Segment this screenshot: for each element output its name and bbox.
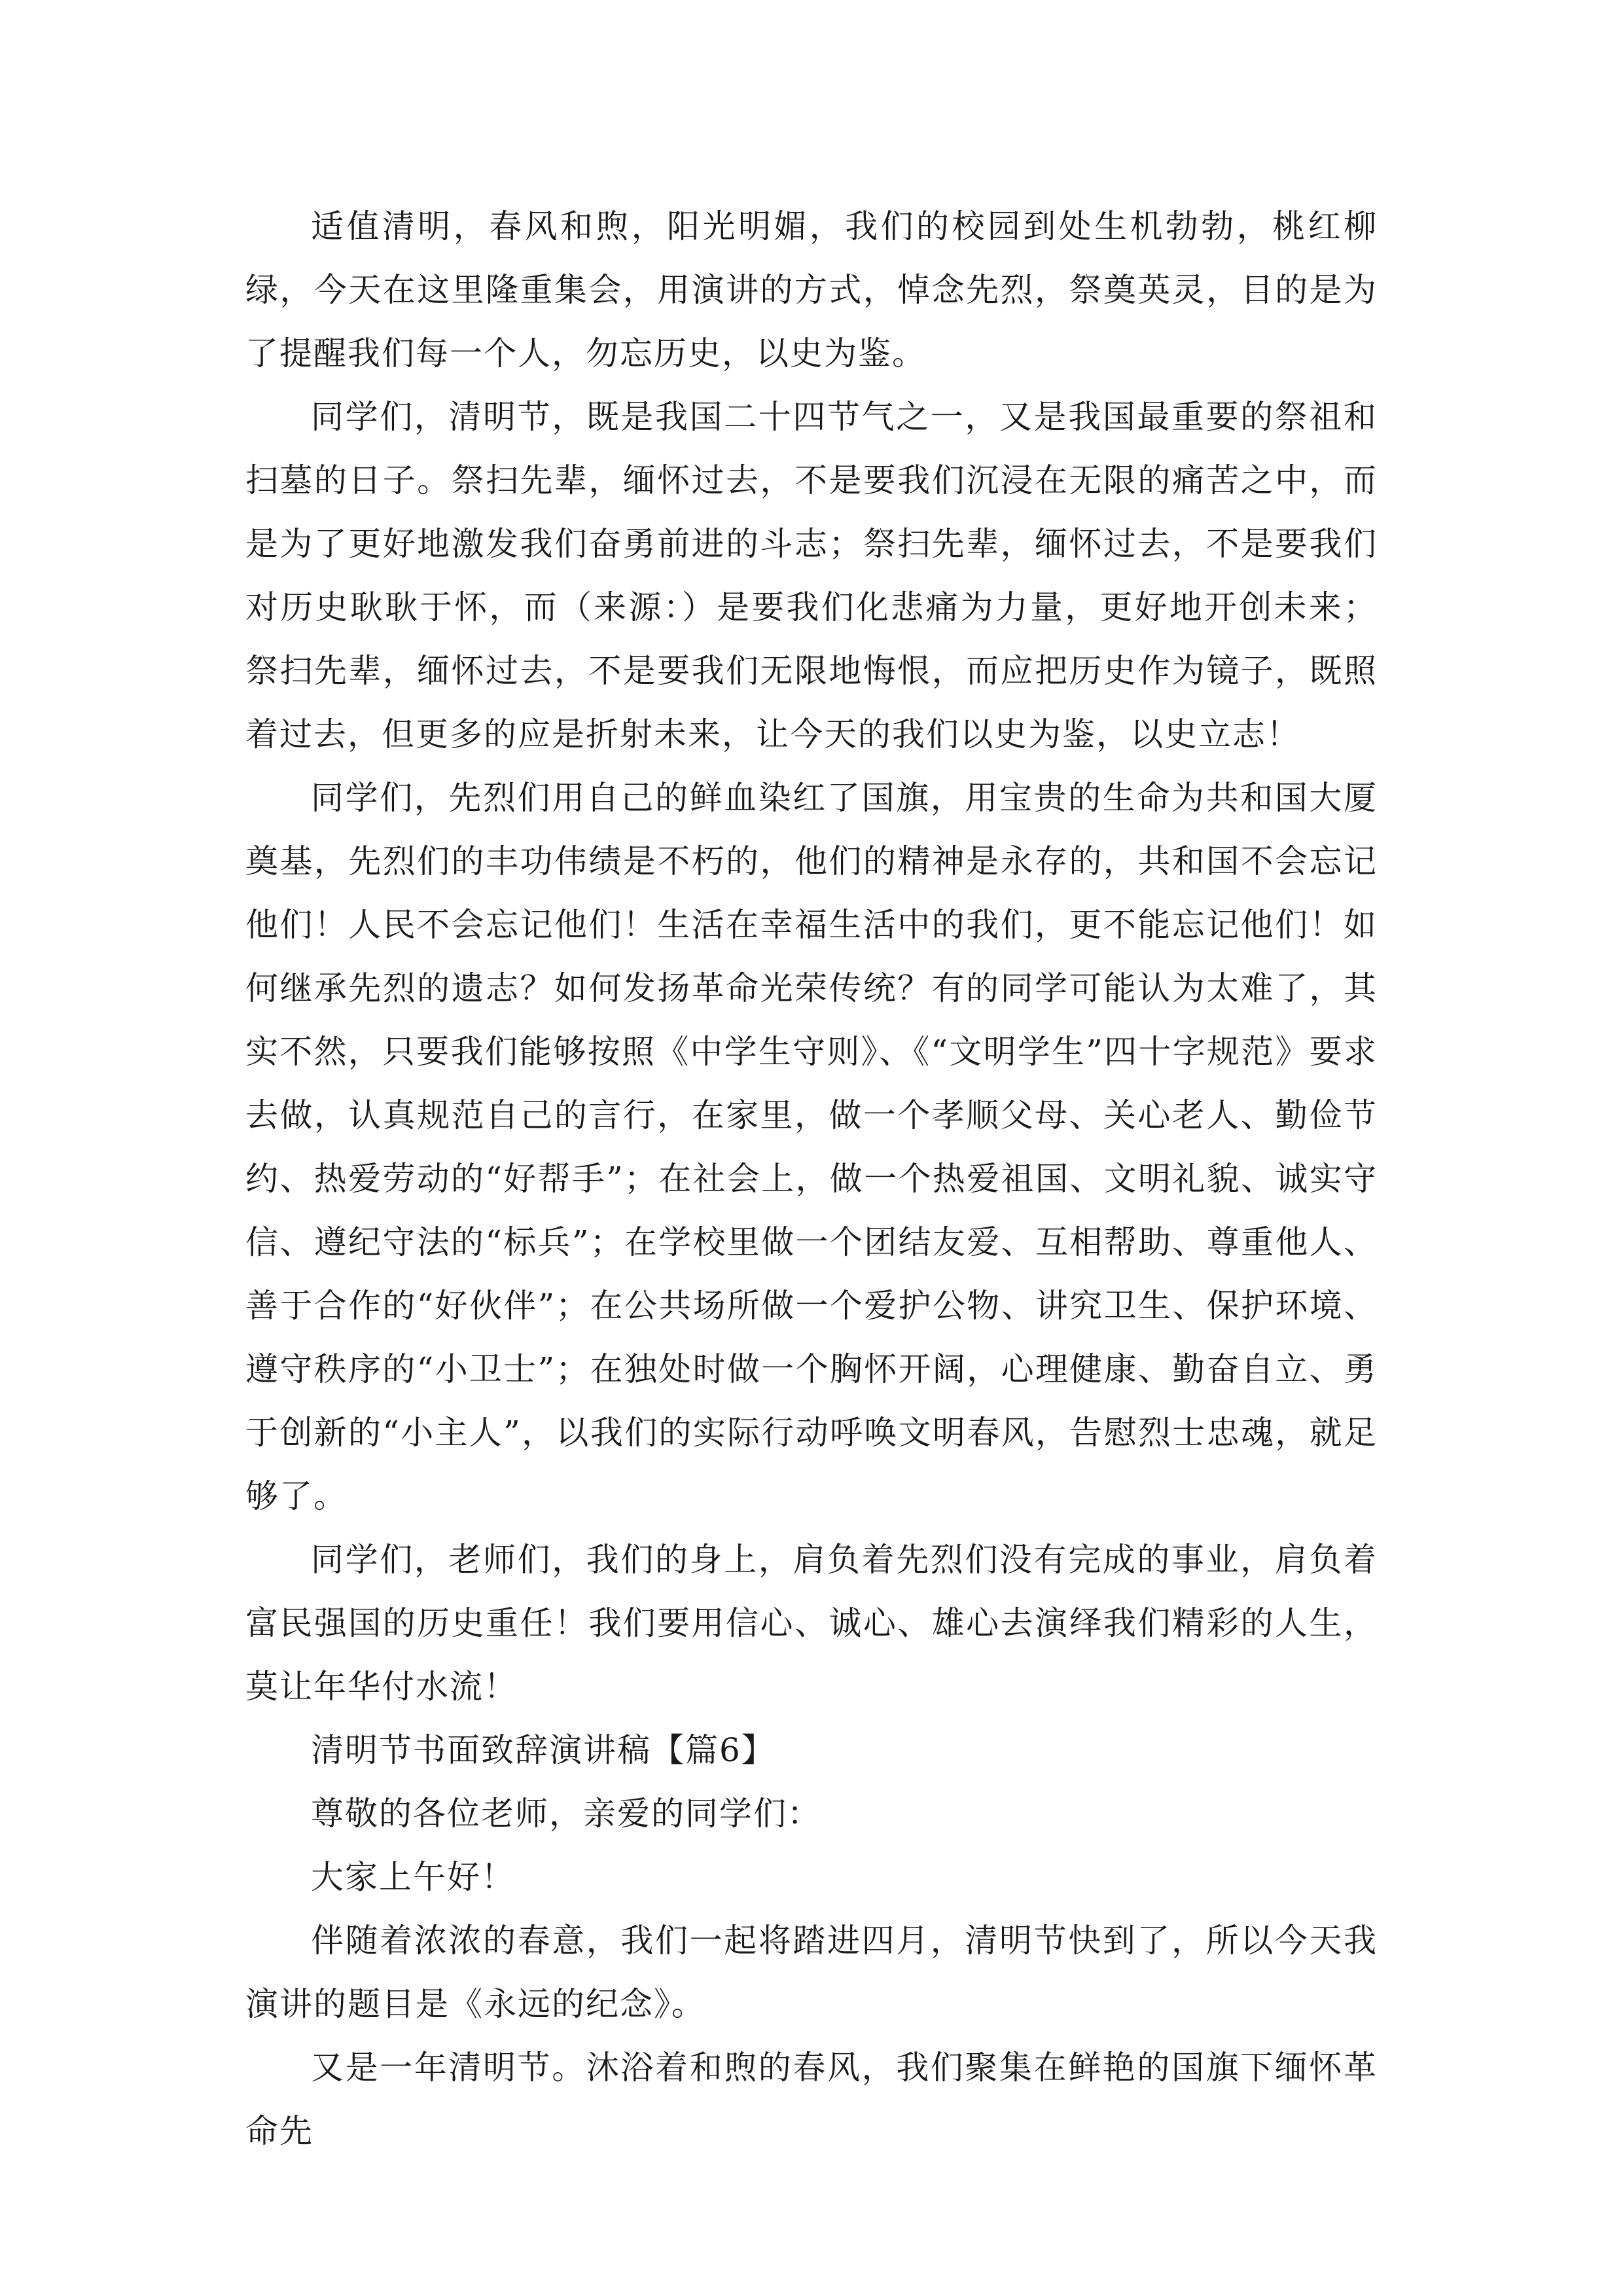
salutation: 尊敬的各位老师，亲爱的同学们： (311, 1795, 821, 1833)
section-heading: 清明节书面致辞演讲稿【篇6】 (311, 1731, 776, 1769)
document-body (245, 195, 1378, 2163)
paragraph-6: 又是一年清明节。沐浴着和煦的春风，我们聚集在鲜艳的国旗下缅怀革命先 (245, 2049, 1378, 2150)
paragraph-2: 同学们，清明节，既是我国二十四节气之一，又是我国最重要的祭祖和扫墓的日子。祭扫先辈，缅怀过去，不是要我们沉浸在无限的痛苦之中，而是为了更好地激发我们奋勇前进的斗志；祭扫先辈，缅怀过去，不是要我们对历史耿耿于怀，而（来源：）是要我们化悲痛为力量，更好地开创未来；祭扫先辈，缅怀过去，不是要我们无限地悔恨，而应把历史作为镜子，既照着过去，但更多的应是折射未来，让今天的我们以史为鉴，以史立志！ (245, 398, 1378, 753)
paragraph-3: 同学们，先烈们用自己的鲜血染红了国旗，用宝贵的生命为共和国大厦奠基，先烈们的丰功伟绩是不朽的，他们的精神是永存的，共和国不会忘记他们！人民不会忘记他们！生活在幸福生活中的我们，更不能忘记他们！如何继承先烈的遗志？如何发扬革命光荣传统？有的同学可能认为太难了，其实不然，只要我们能够按照《中学生守则》、《“文明学生”四十字规范》要求去做，认真规范自己的言行，在家里，做一个孝顺父母、关心老人、勤俭节约、热爱劳动的“好帮手”；在社会上，做一个热爱祖国、文明礼貌、诚实守信、遵纪守法的“标兵”；在学校里做一个团结友爱、互相帮助、尊重他人、善于合作的“好伙伴”；在公共场所做一个爱护公物、讲究卫生、保护环境、遵守秩序的“小卫士”；在独处时做一个胸怀开阔，心理健康、勤奋自立、勇于创新的“小主人”，以我们的实际行动呼唤文明春风，告慰烈士忠魂，就足够了。 (245, 779, 1378, 1515)
paragraph-5: 伴随着浓浓的春意，我们一起将踏进四月，清明节快到了，所以今天我演讲的题目是《永远的纪念》。 (245, 1922, 1378, 2023)
paragraph-1: 适值清明，春风和煦，阳光明媚，我们的校园到处生机勃勃，桃红柳绿，今天在这里隆重集会，用演讲的方式，悼念先烈，祭奠英灵，目的是为了提醒我们每一个人，勿忘历史，以史为鉴。 (245, 207, 1378, 372)
paragraph-4: 同学们，老师们，我们的身上，肩负着先烈们没有完成的事业，肩负着富民强国的历史重任！我们要用信心、诚心、雄心去演绎我们精彩的人生，莫让年华付水流！ (245, 1541, 1378, 1706)
greeting: 大家上午好！ (311, 1858, 515, 1896)
